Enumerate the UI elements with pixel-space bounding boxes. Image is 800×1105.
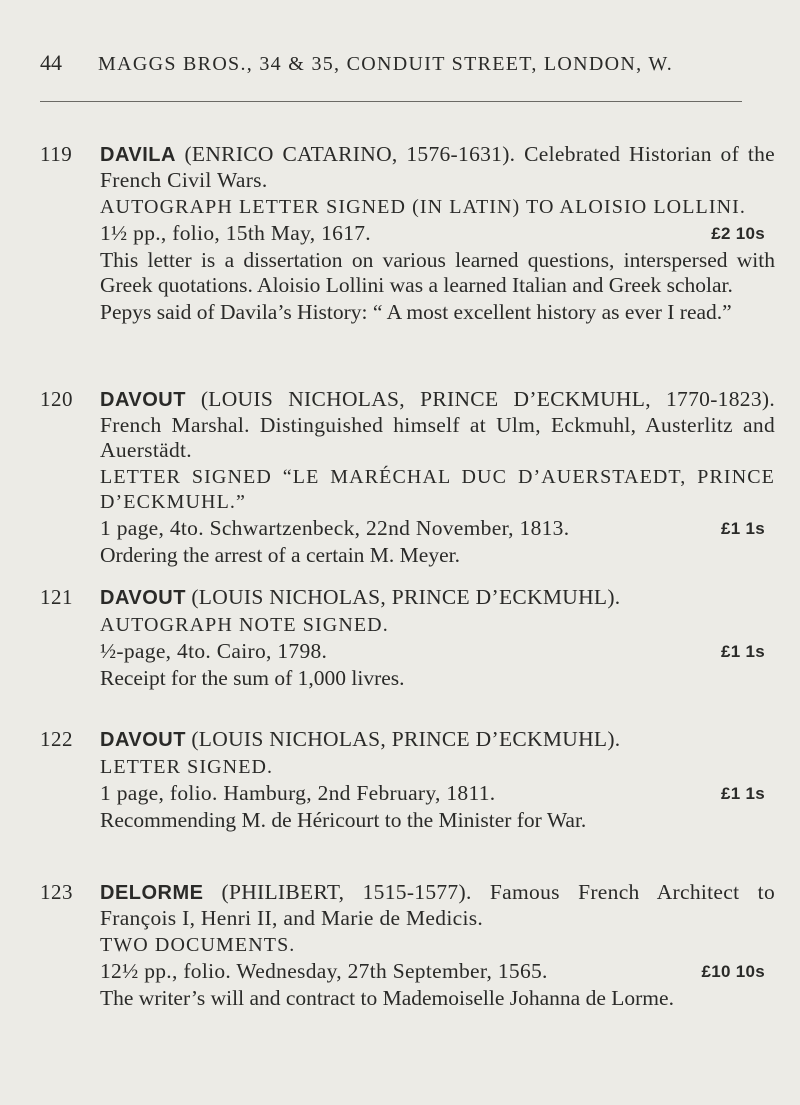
lot-number: 121 (40, 585, 73, 609)
entry-lead-text: (LOUIS NICHOLAS, PRINCE D’ECKMUHL). (191, 585, 621, 609)
entry-name: DAVOUT (100, 729, 186, 751)
catalogue-entry-121 (40, 585, 775, 691)
entry-document-title: AUTOGRAPH NOTE SIGNED. (100, 614, 389, 636)
entry-description: Receipt for the sum of 1,000 livres. (100, 666, 405, 690)
entry-document-title: AUTOGRAPH LETTER SIGNED (IN LATIN) TO ALOISIO LOLLINI. (100, 196, 747, 218)
entry-detail: 1 page, folio. Hamburg, 2nd February, 1811. (100, 781, 496, 805)
entry-document-title: LETTER SIGNED “LE MARÉCHAL DUC D’AUERSTAEDT, PRINCE D’ECKMUHL.” (100, 466, 775, 513)
entry-lead (100, 387, 775, 463)
entry-detail: 1½ pp., folio, 15th May, 1617. (100, 221, 371, 245)
running-head: MAGGS BROS., 34 & 35, CONDUIT STREET, LONDON, W. (98, 53, 674, 75)
lot-number: 123 (40, 880, 73, 904)
entry-lead (100, 727, 775, 753)
entry-description: Pepys said of Davila’s History: “ A most excellent history as ever I read.” (100, 300, 732, 324)
entry-name: DAVOUT (100, 587, 186, 609)
catalogue-entry-123 (40, 880, 775, 1011)
entry-detail-row (100, 781, 775, 806)
entry-lead (100, 880, 775, 931)
entry-price: £2 10s (711, 224, 765, 243)
entry-detail-row (100, 959, 775, 984)
catalogue-entry-120 (40, 387, 775, 568)
entry-name: DAVOUT (100, 389, 186, 411)
entry-lead-text: (ENRICO CATARINO, 1576-1631). Celebrated Historian of the French Civil Wars. (100, 142, 775, 192)
lot-number: 122 (40, 727, 73, 751)
entry-detail: ½-page, 4to. Cairo, 1798. (100, 639, 328, 663)
entry-description: Recommending M. de Héricourt to the Minister for War. (100, 808, 587, 832)
entry-description: Ordering the arrest of a certain M. Meyer. (100, 543, 460, 567)
page-header (40, 50, 740, 86)
entry-document-title: TWO DOCUMENTS. (100, 934, 296, 956)
entry-price: £10 10s (701, 962, 765, 981)
entry-name: DELORME (100, 882, 204, 904)
entry-price: £1 1s (720, 784, 765, 803)
entry-price: £1 1s (720, 519, 765, 538)
entry-detail-row (100, 516, 775, 541)
entry-price: £1 1s (720, 642, 765, 661)
catalogue-entry-119 (40, 142, 775, 325)
catalogue-entry-122 (40, 727, 775, 833)
entry-name: DAVILA (100, 144, 176, 166)
entry-document-title: LETTER SIGNED. (100, 756, 274, 778)
entry-lead-text: (LOUIS NICHOLAS, PRINCE D’ECKMUHL). (191, 727, 621, 751)
lot-number: 120 (40, 387, 73, 411)
entry-lead (100, 142, 775, 193)
entry-detail: 12½ pp., folio. Wednesday, 27th September, 1565. (100, 959, 548, 983)
entry-description: This letter is a dissertation on various learned questions, interspersed with Greek quotations. Aloisio Lollini was a learned Italian and Greek scholar. (100, 248, 775, 297)
header-rule (40, 101, 742, 102)
page-number: 44 (40, 50, 62, 75)
entry-lead-text: (PHILIBERT, 1515-1577). Famous French Architect to François I, Henri II, and Marie de Medicis. (100, 880, 775, 930)
lot-number: 119 (40, 142, 73, 166)
entry-detail: 1 page, 4to. Schwartzenbeck, 22nd November, 1813. (100, 516, 570, 540)
entry-detail-row (100, 221, 775, 246)
entry-description: The writer’s will and contract to Mademoiselle Johanna de Lorme. (100, 986, 674, 1010)
entry-detail-row (100, 639, 775, 664)
entry-lead-text: (LOUIS NICHOLAS, PRINCE D’ECKMUHL, 1770-1823). French Marshal. Distinguished himself at Ulm, Eckmuhl, Austerlitz and Auerstädt. (100, 387, 776, 462)
entry-lead (100, 585, 775, 611)
